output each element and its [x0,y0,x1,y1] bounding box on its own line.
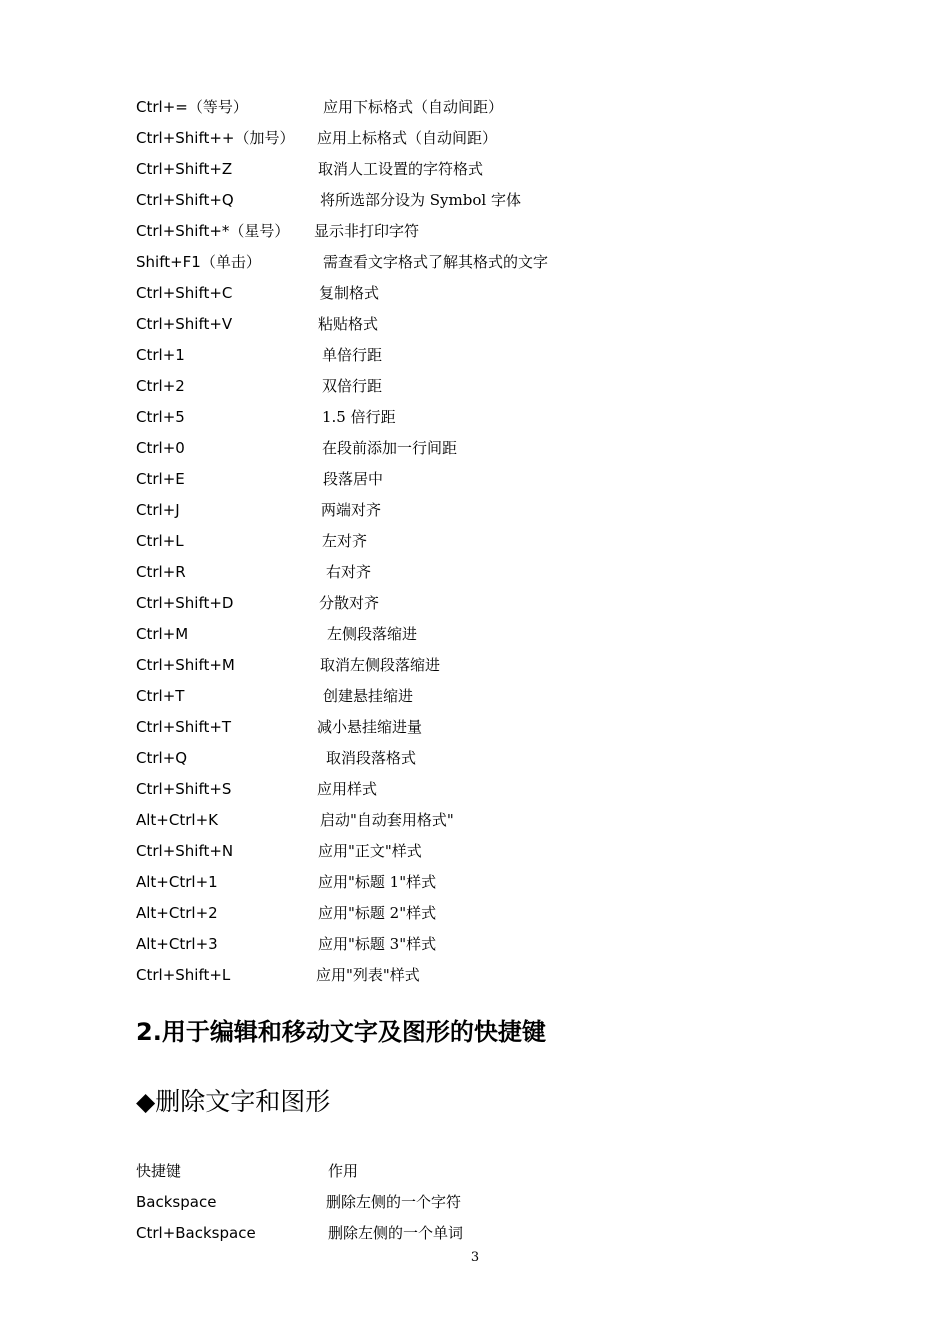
shortcut-action: 应用上标格式（自动间距） [317,129,498,147]
shortcut-action: 右对齐 [326,563,372,581]
shortcut-action: 段落居中 [323,470,384,488]
shortcut-key: Ctrl+Shift+N [136,842,234,860]
shortcut-action: 单倍行距 [322,346,383,364]
shortcut-action: 应用下标格式（自动间距） [323,98,504,116]
shortcut-key: Ctrl+E [136,470,185,488]
shortcut-action: 应用"标题 2"样式 [318,904,437,922]
table-header [136,1159,359,1183]
shortcut-action: 应用"标题 1"样式 [318,873,437,891]
shortcut-action: 复制格式 [319,284,380,302]
shortcut-key: Alt+Ctrl+1 [136,873,218,891]
shortcut-key: Alt+Ctrl+3 [136,935,218,953]
shortcut-action: 左对齐 [322,532,368,550]
shortcut-key: Ctrl+Shift+L [136,966,231,984]
shortcut-action: 左侧段落缩进 [327,625,418,643]
shortcut-action: 应用"标题 3"样式 [318,935,437,953]
shortcut-action: 两端对齐 [321,501,382,519]
shortcut-action: 在段前添加一行间距 [322,439,458,457]
shortcut-action: 分散对齐 [319,594,380,612]
shortcut-key: Ctrl+J [136,501,180,519]
shortcut-key: Backspace [136,1193,217,1211]
shortcut-key: Ctrl+Backspace [136,1224,256,1242]
shortcut-key: Ctrl+2 [136,377,185,395]
shortcut-action: 需查看文字格式了解其格式的文字 [323,253,549,271]
page-number: 3 [470,1250,480,1265]
shortcut-key: Ctrl+M [136,625,189,643]
shortcut-action: 双倍行距 [322,377,383,395]
shortcut-key: Ctrl+Shift+M [136,656,235,674]
shortcut-action: 1.5 倍行距 [322,408,396,426]
shortcut-action: 取消左侧段落缩进 [320,656,441,674]
shortcut-action: 删除左侧的一个单词 [328,1224,464,1242]
shortcut-key: Ctrl+0 [136,439,185,457]
shortcut-action: 应用"正文"样式 [318,842,422,860]
shortcut-key: Ctrl+Shift+C [136,284,233,302]
shortcut-key: Ctrl+Shift+S [136,780,232,798]
shortcut-key: Alt+Ctrl+K [136,811,218,829]
shortcut-action: 粘贴格式 [318,315,379,333]
shortcut-key: Ctrl+Shift+D [136,594,234,612]
shortcut-key: Ctrl+R [136,563,186,581]
shortcut-key: Shift+F1（单击） [136,253,261,271]
shortcut-action: 应用"列表"样式 [316,966,420,984]
shortcut-action: 应用样式 [317,780,378,798]
shortcut-key: Ctrl+Shift+T [136,718,232,736]
table-header-key: 快捷键 [136,1162,182,1180]
shortcut-action: 启动"自动套用格式" [320,811,454,829]
section-heading: 2.用于编辑和移动文字及图形的快捷键 [136,1018,546,1046]
shortcut-action: 取消段落格式 [326,749,417,767]
shortcut-action: 减小悬挂缩进量 [317,718,423,736]
shortcut-action: 创建悬挂缩进 [323,687,414,705]
shortcut-key: Ctrl+1 [136,346,185,364]
shortcut-key: Ctrl+T [136,687,185,705]
shortcut-key: Ctrl+Shift+Z [136,160,233,178]
shortcut-key: Ctrl+=（等号） [136,98,248,116]
shortcut-key: Ctrl+L [136,532,184,550]
shortcut-key: Ctrl+Shift+V [136,315,233,333]
shortcut-key: Ctrl+5 [136,408,185,426]
shortcut-key: Ctrl+Q [136,749,188,767]
shortcut-key: Ctrl+Shift++（加号） [136,129,295,147]
table-header-action: 作用 [328,1162,359,1180]
subsection-heading: ◆删除文字和图形 [136,1087,331,1116]
shortcut-action: 删除左侧的一个字符 [326,1193,462,1211]
shortcut-key: Ctrl+Shift+Q [136,191,234,209]
shortcut-action: 显示非打印字符 [314,222,420,240]
shortcut-key: Alt+Ctrl+2 [136,904,218,922]
shortcut-action: 取消人工设置的字符格式 [318,160,484,178]
shortcut-action: 将所选部分设为 Symbol 字体 [320,191,521,209]
shortcut-key: Ctrl+Shift+*（星号） [136,222,290,240]
